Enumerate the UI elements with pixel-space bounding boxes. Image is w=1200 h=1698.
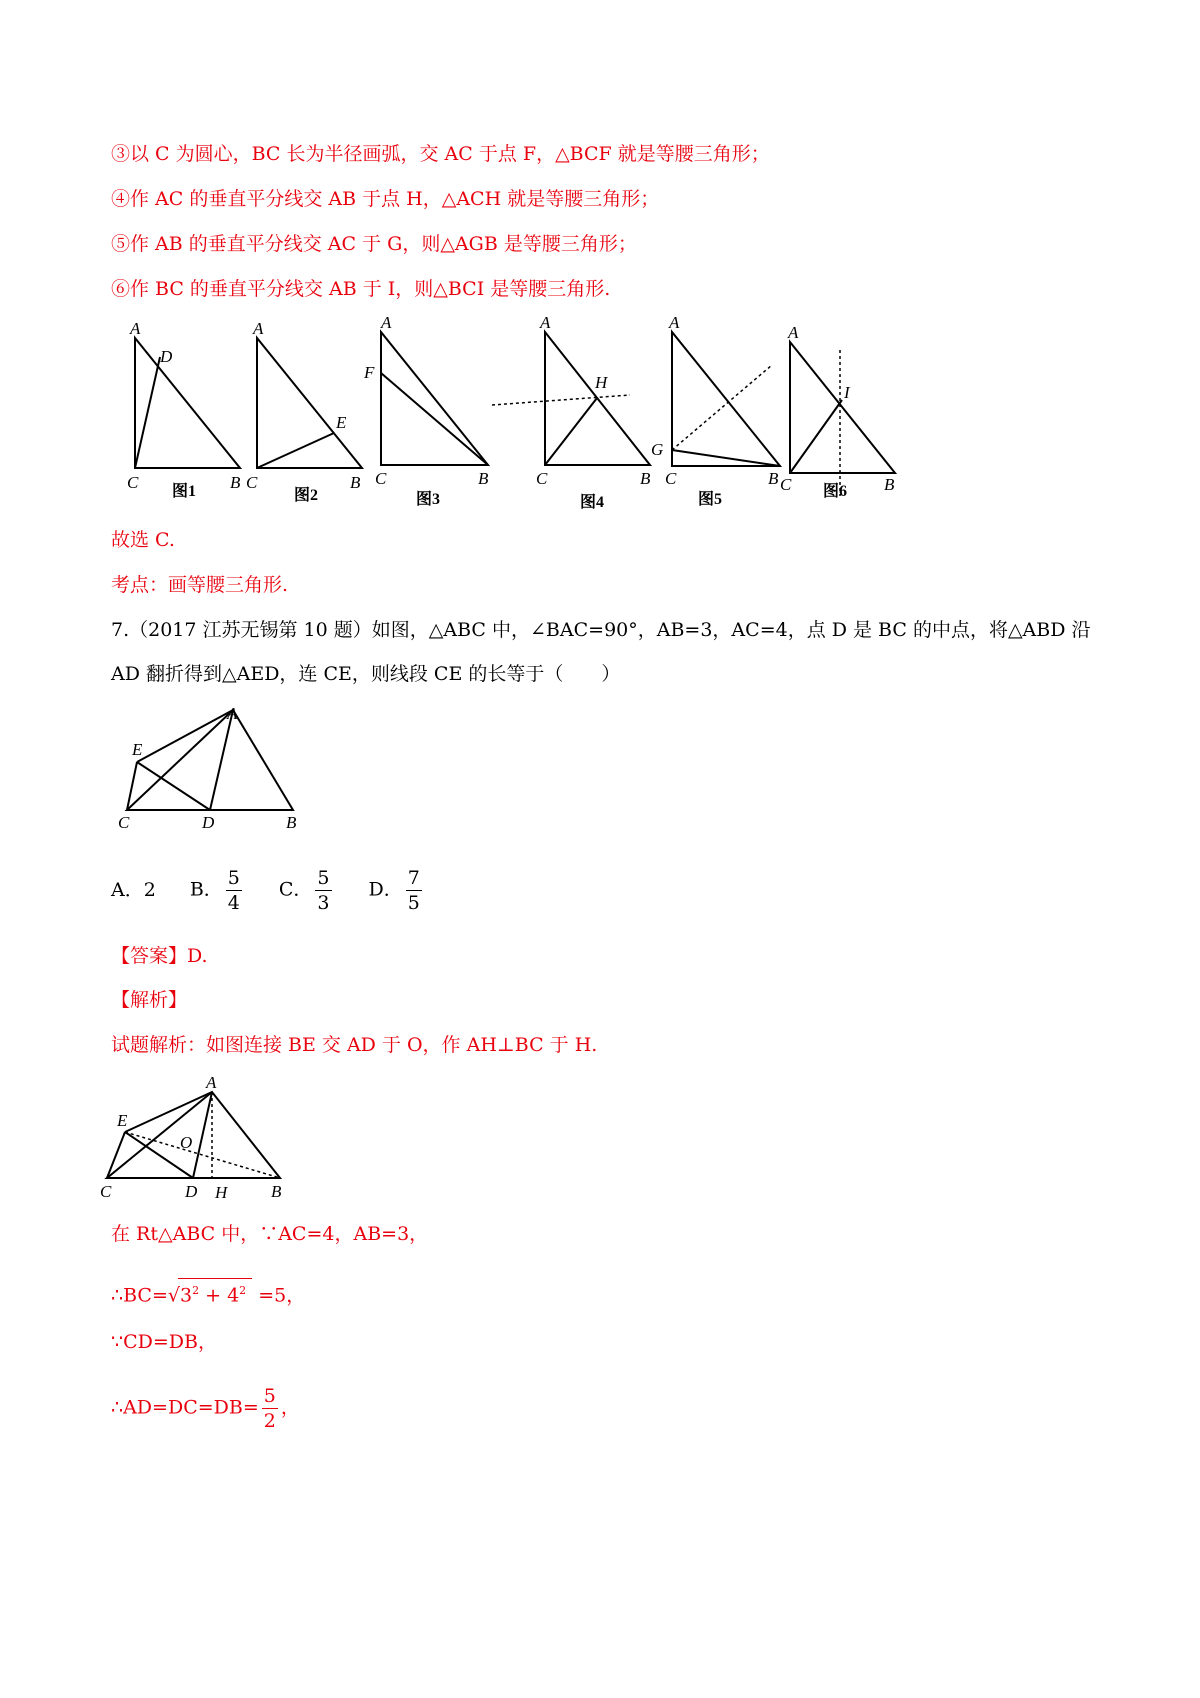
ad-prefix: ∴AD=DC=DB= [111, 1396, 259, 1419]
radicand-b-exp: 2 [239, 1284, 247, 1297]
fig5-label-c: C [665, 469, 677, 488]
fig1-label-a: A [130, 319, 141, 338]
fig5-triangle [672, 332, 780, 466]
bc-suffix: =5， [252, 1284, 306, 1307]
label-b: B [286, 813, 297, 832]
fig3-label-f: F [364, 363, 375, 382]
bc-equation [111, 1278, 305, 1307]
question-7-line-1: 7.（2017 江苏无锡第 10 题）如图，△ABC 中，∠BAC=90°，AB=3，AC=4，点 D 是 BC 的中点，将△ABD 沿 [111, 619, 1091, 641]
option-b-label: B． [189, 878, 223, 901]
fig3-segment-fb [381, 373, 488, 465]
fig6-label-c: C [780, 475, 792, 494]
fig3-triangle [381, 332, 488, 465]
sol-label-d: D [185, 1182, 198, 1201]
fig4-perp-bisector [492, 395, 630, 405]
segment-ad [210, 710, 233, 810]
fig3-label-c: C [375, 469, 387, 488]
sol-label-c: C [100, 1182, 112, 1201]
option-d-numerator: 7 [407, 867, 420, 889]
text-line-3: ③以 C 为圆心，BC 长为半径画弧，交 AC 于点 F，△BCF 就是等腰三角形； [111, 143, 770, 165]
fig5-segment-gb [672, 450, 780, 466]
fig4-label-c: C [536, 469, 548, 488]
triangle-abc [127, 710, 293, 810]
option-c-fraction [315, 866, 331, 915]
radicand-a: 3 [179, 1284, 193, 1307]
option-d-denominator: 5 [407, 892, 420, 914]
sol-label-e: E [117, 1111, 128, 1130]
fig2-segment-ce [257, 433, 334, 468]
option-b[interactable] [190, 866, 245, 915]
ad-fraction [262, 1384, 278, 1433]
choose-c: 故选 C. [111, 529, 175, 551]
solution-line: 试题解析：如图连接 BE 交 AD 于 O，作 AH⊥BC 于 H. [111, 1034, 598, 1056]
ad-denominator: 2 [263, 1410, 276, 1432]
fig4-label-h: H [595, 373, 608, 392]
option-c-label: C． [278, 878, 313, 901]
sol-label-b: B [271, 1182, 282, 1201]
option-c[interactable] [279, 866, 335, 915]
fig4-caption: 图4 [580, 494, 605, 511]
fig3-caption: 图3 [416, 491, 441, 508]
text-line-4: ④作 AC 的垂直平分线交 AB 于点 H，△ACH 就是等腰三角形； [111, 188, 660, 210]
fig4-segment-ch [545, 398, 597, 465]
solution-figure [95, 1070, 305, 1210]
text-line-5: ⑤作 AB 的垂直平分线交 AC 于 G，则△AGB 是等腰三角形； [111, 233, 637, 255]
sol-label-a: A [206, 1073, 217, 1092]
jiexi-heading: 【解析】 [111, 989, 188, 1011]
option-d[interactable] [369, 866, 425, 915]
sol-label-h: H [215, 1183, 228, 1202]
fig4-label-a: A [540, 313, 551, 332]
fig5-label-a: A [669, 313, 680, 332]
question-7-line-2: AD 翻折得到△AED，连 CE，则线段 CE 的长等于（ ） [111, 663, 621, 685]
option-c-denominator: 3 [317, 892, 330, 914]
fig6-label-b: B [884, 475, 895, 494]
fig2-label-b: B [350, 473, 361, 492]
option-b-numerator: 5 [227, 867, 240, 889]
ad-suffix: ， [280, 1396, 300, 1419]
fig4-label-b: B [640, 469, 651, 488]
answer: 【答案】D. [111, 945, 208, 967]
question-7-figure [110, 700, 330, 840]
label-d: D [202, 813, 215, 832]
sol-segment-ae [125, 1092, 212, 1132]
fig5-caption: 图5 [698, 491, 723, 508]
option-d-fraction [406, 866, 422, 915]
sol-label-o: O [180, 1133, 193, 1152]
fig1-caption: 图1 [172, 483, 197, 500]
fig6-triangle [790, 342, 895, 473]
option-a[interactable]: A．2 [111, 878, 156, 901]
fig6-caption: 图6 [823, 483, 848, 500]
fig3-label-a: A [381, 313, 392, 332]
radicand [178, 1278, 252, 1307]
bc-prefix: ∴BC= [111, 1284, 168, 1307]
ad-equation [111, 1384, 300, 1433]
label-e: E [132, 740, 143, 759]
option-d-label: D． [368, 878, 403, 901]
fig6-label-a: A [788, 323, 799, 342]
figures-row [120, 310, 910, 520]
fig6-label-i: I [844, 383, 850, 402]
option-b-denominator: 4 [227, 892, 240, 914]
option-b-fraction [226, 866, 242, 915]
rt-line: 在 Rt△ABC 中，∵AC=4，AB=3， [111, 1223, 429, 1245]
fig1-triangle [135, 338, 240, 468]
fig2-label-c: C [246, 473, 258, 492]
fig2-triangle [257, 338, 362, 468]
ad-numerator: 5 [263, 1385, 276, 1407]
fig1-label-b: B [230, 473, 241, 492]
fig6-segment-ci [790, 400, 842, 473]
cd-line: ∵CD=DB， [111, 1331, 217, 1353]
radicand-b: 4 [227, 1284, 240, 1307]
fig2-label-e: E [336, 413, 347, 432]
fig5-label-b: B [768, 469, 779, 488]
kaodian: 考点：画等腰三角形. [111, 574, 289, 596]
text-line-6: ⑥作 BC 的垂直平分线交 AB 于 I，则△BCI 是等腰三角形. [111, 278, 611, 300]
option-c-numerator: 5 [317, 867, 330, 889]
fig1-label-c: C [127, 473, 139, 492]
segment-ed [137, 762, 210, 810]
label-a: A [227, 704, 238, 723]
label-c: C [118, 813, 130, 832]
fig1-label-d: D [160, 347, 173, 366]
options-row [111, 866, 459, 915]
fig3-label-b: B [478, 469, 489, 488]
fig2-label-a: A [253, 319, 264, 338]
fig5-label-g: G [651, 440, 664, 459]
radicand-a-exp: 2 [192, 1284, 200, 1297]
sqrt-sign: √ [167, 1284, 180, 1307]
fig2-caption: 图2 [294, 487, 319, 504]
radicand-plus: + [199, 1284, 228, 1307]
fig1-segment-cd [135, 357, 160, 468]
